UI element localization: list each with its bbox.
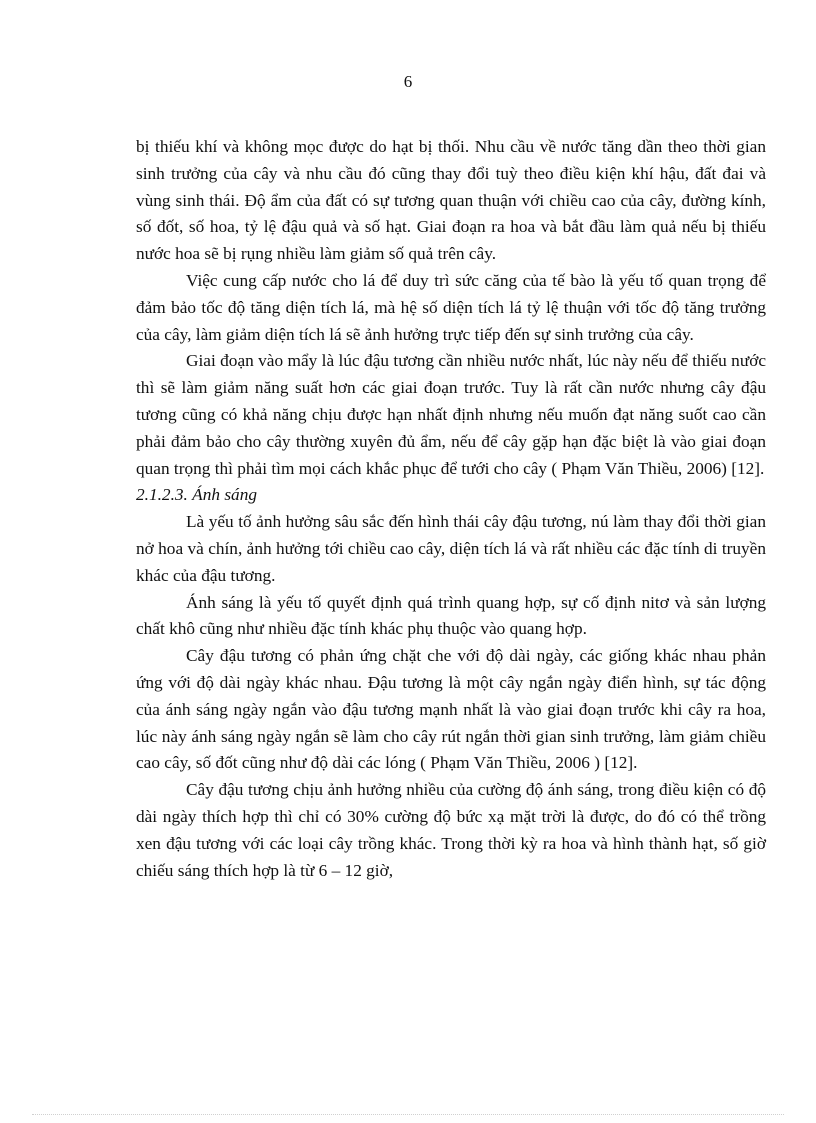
paragraph-light-photosynthesis: Ánh sáng là yếu tố quyết định quá trình quang hợp, sự cố định nitơ và sản lượng chất khô cũng như nhiều đặc tính khác phụ thuộc vào quang hợp.	[136, 592, 766, 639]
paragraph-leaf-water: Việc cung cấp nước cho lá để duy trì sức căng của tế bào là yếu tố quan trọng để đảm bảo tốc độ tăng diện tích lá, mà hệ số diện tích lá tỷ lệ thuận với tốc độ tăng trưởng của cây, làm giảm diện tích lá sẽ ảnh hưởng trực tiếp đến sự sinh trưởng của cây.	[136, 270, 766, 344]
paragraph-pod-filling: Giai đoạn vào mẩy là lúc đậu tương cần nhiều nước nhất, lúc này nếu để thiếu nước thì sẽ làm giảm năng suất hơn các giai đoạn trước. Tuy là rất cần nước nhưng cây đậu tương cũng có khả năng chịu được hạn nhất định nhưng nếu muốn đạt năng suốt cao cần phải đảm bảo cho cây thường xuyên đủ ẩm, nếu để cây gặp hạn đặc biệt là vào giai đoạn quan trọng thì phải tìm mọi cách khắc phục để tưới cho cây ( Phạm Văn Thiều, 2006) [12].	[136, 351, 766, 478]
section-heading-light: 2.1.2.3. Ánh sáng	[136, 485, 257, 505]
paragraph-light-morphology: Là yếu tố ảnh hưởng sâu sắc đến hình thái cây đậu tương, nú làm thay đổi thời gian nở hoa và chín, ảnh hưởng tới chiều cao cây, diện tích lá và rất nhiều các đặc tính di truyền khác của đậu tương.	[136, 512, 766, 585]
paragraph-day-length: Cây đậu tương có phản ứng chặt che với độ dài ngày, các giống khác nhau phản ứng với độ dài ngày khác nhau. Đậu tương là một cây ngắn ngày điển hình, sự tác động của ánh sáng ngày ngắn vào đậu tương mạnh nhất là vào giai đoạn trước khi cây ra hoa, lúc này ánh sáng ngày ngắn sẽ làm cho cây rút ngắn thời gian sinh trưởng, làm giảm chiều cao cây, số đốt cũng như độ dài các lóng ( Phạm Văn Thiều, 2006 ) [12].	[136, 646, 766, 773]
footer-divider	[32, 1114, 784, 1115]
paragraph-water-continued: bị thiếu khí và không mọc được do hạt bị thối. Nhu cầu về nước tăng dần theo thời gian sinh trưởng của cây và nhu cầu đó cũng thay đổi tuỳ theo điều kiện khí hậu, đất đai và vùng sinh thái. Độ ẩm của đất có sự tương quan thuận với chiều cao của cây, đường kính, số đốt, số hoa, tỷ lệ đậu quả và số hạt. Giai đoạn ra hoa và bắt đầu làm quả nếu bị thiếu nước hoa sẽ bị rụng nhiều làm giảm số quả trên cây.	[136, 137, 766, 264]
page-body	[136, 134, 766, 884]
paragraph-light-intensity: Cây đậu tương chịu ảnh hưởng nhiều của cường độ ánh sáng, trong điều kiện có độ dài ngày thích hợp thì chỉ có 30% cường độ bức xạ mặt trời là được, do đó có thể trồng xen đậu tương với các loại cây trồng khác. Trong thời kỳ ra hoa và hình thành hạt, số giờ chiếu sáng thích hợp là từ 6 – 12 giờ,	[136, 780, 766, 880]
page-number: 6	[403, 72, 413, 91]
